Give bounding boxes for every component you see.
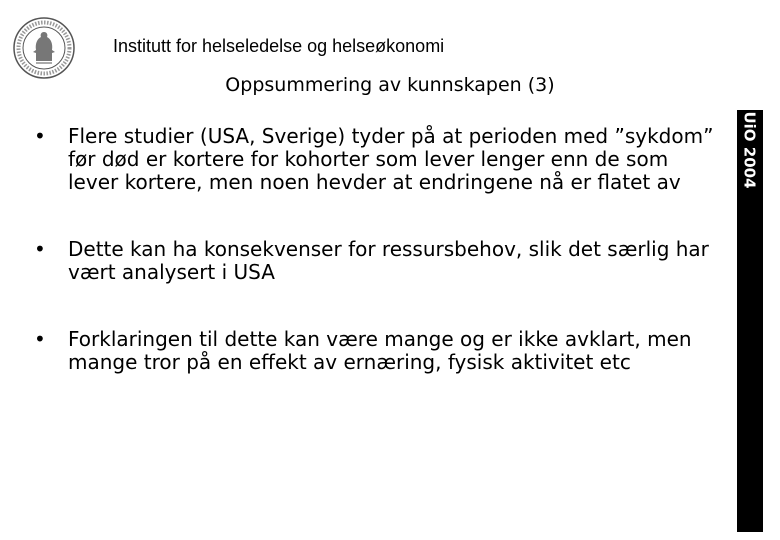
bullet-text: Forklaringen til dette kan være mange og er ikke avklart, men mange tror på en effekt av ernæring, fysisk aktivitet etc bbox=[68, 327, 692, 374]
slide-title: Oppsummering av kunnskapen (3) bbox=[225, 74, 555, 96]
side-label-container bbox=[737, 110, 763, 190]
side-label: UiO 2004 bbox=[741, 111, 760, 189]
bullet-item bbox=[34, 125, 724, 194]
bullet-text: Flere studier (USA, Sverige) tyder på at perioden med ”sykdom” før død er kortere for kohorter som lever lenger enn de som lever kortere, men noen hevder at endringene nå er flatet av bbox=[68, 124, 714, 194]
bullet-item bbox=[34, 238, 724, 284]
bullet-item bbox=[34, 328, 724, 374]
bullet-list bbox=[34, 125, 724, 374]
bullet-marker: • bbox=[34, 327, 46, 351]
bullet-marker: • bbox=[34, 124, 46, 148]
bullet-text: Dette kan ha konsekvenser for ressursbehov, slik det særlig har vært analysert i USA bbox=[68, 237, 709, 284]
university-logo bbox=[12, 16, 76, 80]
university-seal-icon bbox=[12, 16, 76, 80]
bullet-marker: • bbox=[34, 237, 46, 261]
institute-name: Institutt for helseledelse og helseøkonomi bbox=[113, 36, 445, 56]
